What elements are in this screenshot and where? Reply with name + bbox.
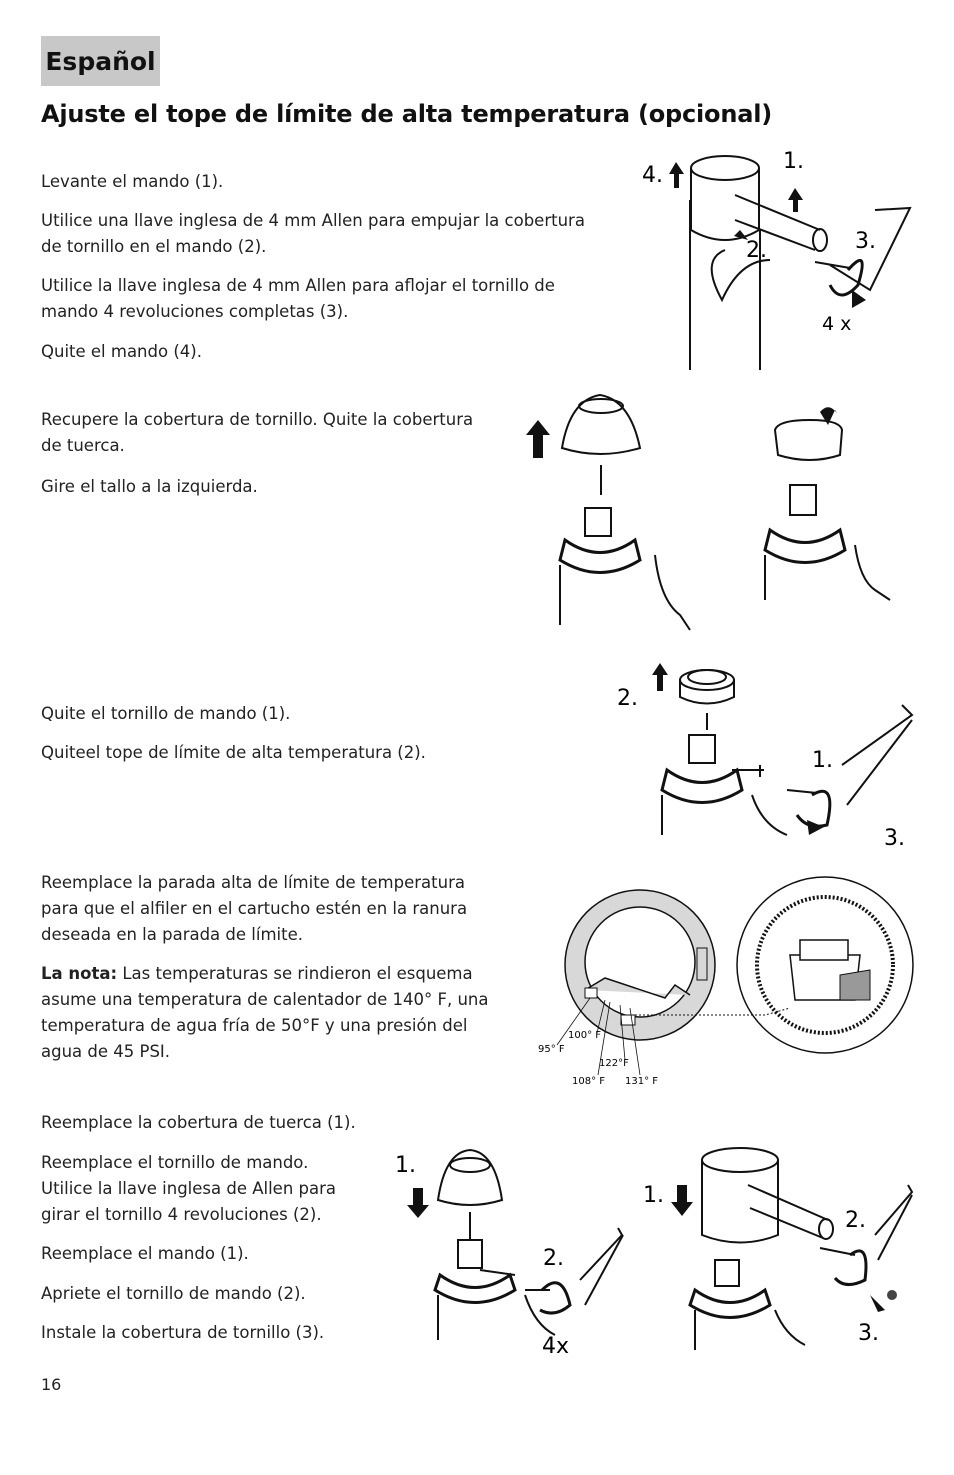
note-text: Las temperaturas se rindieron el esquema asume una temperatura de calentador de 140° F, una temperatura de agua fría de 50°F y una presión del agua de 45 PSI.	[41, 964, 489, 1061]
fig1-step2-label: 2.	[746, 238, 767, 263]
figure-remove-covers	[520, 390, 920, 635]
fig3-step3-label: 3.	[884, 826, 905, 851]
fig1-step4-label: 4.	[642, 163, 663, 188]
page-title: Ajuste el tope de límite de alta temperatura (opcional)	[41, 100, 773, 128]
instruction-replace-screw: Reemplace el tornillo de mando. Utilice la llave inglesa de Allen para girar el tornillo 4 revoluciones (2).	[41, 1153, 337, 1224]
figure-remove-handle	[630, 140, 920, 380]
temp-108-label: 108° F	[572, 1076, 606, 1087]
instruction-remove-handle: Quite el mando (4).	[41, 342, 202, 361]
instruction-loosen-screw: Utilice la llave inglesa de 4 mm Allen para aflojar el tornillo de mando 4 revoluciones completas (3).	[41, 276, 555, 321]
fig5b-step3-label: 3.	[858, 1321, 879, 1346]
fig1-turns-label: 4 x	[822, 313, 852, 335]
temp-122-label: 122°F	[599, 1058, 629, 1069]
figure-replace-nut-cover	[390, 1140, 640, 1360]
temp-95-label: 95° F	[538, 1044, 565, 1055]
fig3-step2-label: 2.	[617, 686, 638, 711]
instruction-remove-nut-cover: Recupere la cobertura de tornillo. Quite la cobertura de tuerca.	[41, 410, 474, 455]
note-label: La nota:	[41, 964, 118, 983]
instruction-remove-limit-stop: Quiteel tope de límite de alta temperatura (2).	[41, 743, 426, 762]
temp-131-label: 131° F	[625, 1076, 659, 1087]
instruction-turn-stem: Gire el tallo a la izquierda.	[41, 477, 258, 496]
fig5a-step1-label: 1.	[395, 1153, 416, 1178]
instruction-push-cover: Utilice una llave inglesa de 4 mm Allen para empujar la cobertura de tornillo en el mando (2).	[41, 211, 585, 256]
figure-remove-limit-stop	[612, 655, 922, 855]
fig5a-turns-label: 4x	[542, 1334, 570, 1359]
figure-temperature-limit-stop	[535, 870, 920, 1090]
language-tab: Español	[41, 36, 160, 86]
figure-replace-handle	[640, 1140, 920, 1365]
fig1-step3-label: 3.	[855, 229, 876, 254]
temp-100-label: 100° F	[568, 1030, 602, 1041]
instruction-replace-handle: Reemplace el mando (1).	[41, 1244, 249, 1263]
instruction-tighten-screw: Apriete el tornillo de mando (2).	[41, 1284, 306, 1303]
fig5a-step2-label: 2.	[543, 1246, 564, 1271]
fig1-step1-label: 1.	[783, 149, 804, 174]
instruction-replace-limit-stop: Reemplace la parada alta de límite de temperatura para que el alfiler en el cartucho estén en la ranura deseada en la parada de límite.	[41, 873, 468, 944]
fig5b-step2-label: 2.	[845, 1208, 866, 1233]
instruction-remove-screw: Quite el tornillo de mando (1).	[41, 704, 291, 723]
fig3-step1-label: 1.	[812, 748, 833, 773]
note-paragraph	[41, 961, 496, 1065]
page-number: 16	[41, 1375, 62, 1394]
instruction-lift-handle: Levante el mando (1).	[41, 172, 224, 191]
fig5b-step1-label: 1.	[643, 1183, 664, 1208]
instruction-replace-nut-cover: Reemplace la cobertura de tuerca (1).	[41, 1113, 356, 1132]
instruction-install-screw-cover: Instale la cobertura de tornillo (3).	[41, 1323, 325, 1342]
